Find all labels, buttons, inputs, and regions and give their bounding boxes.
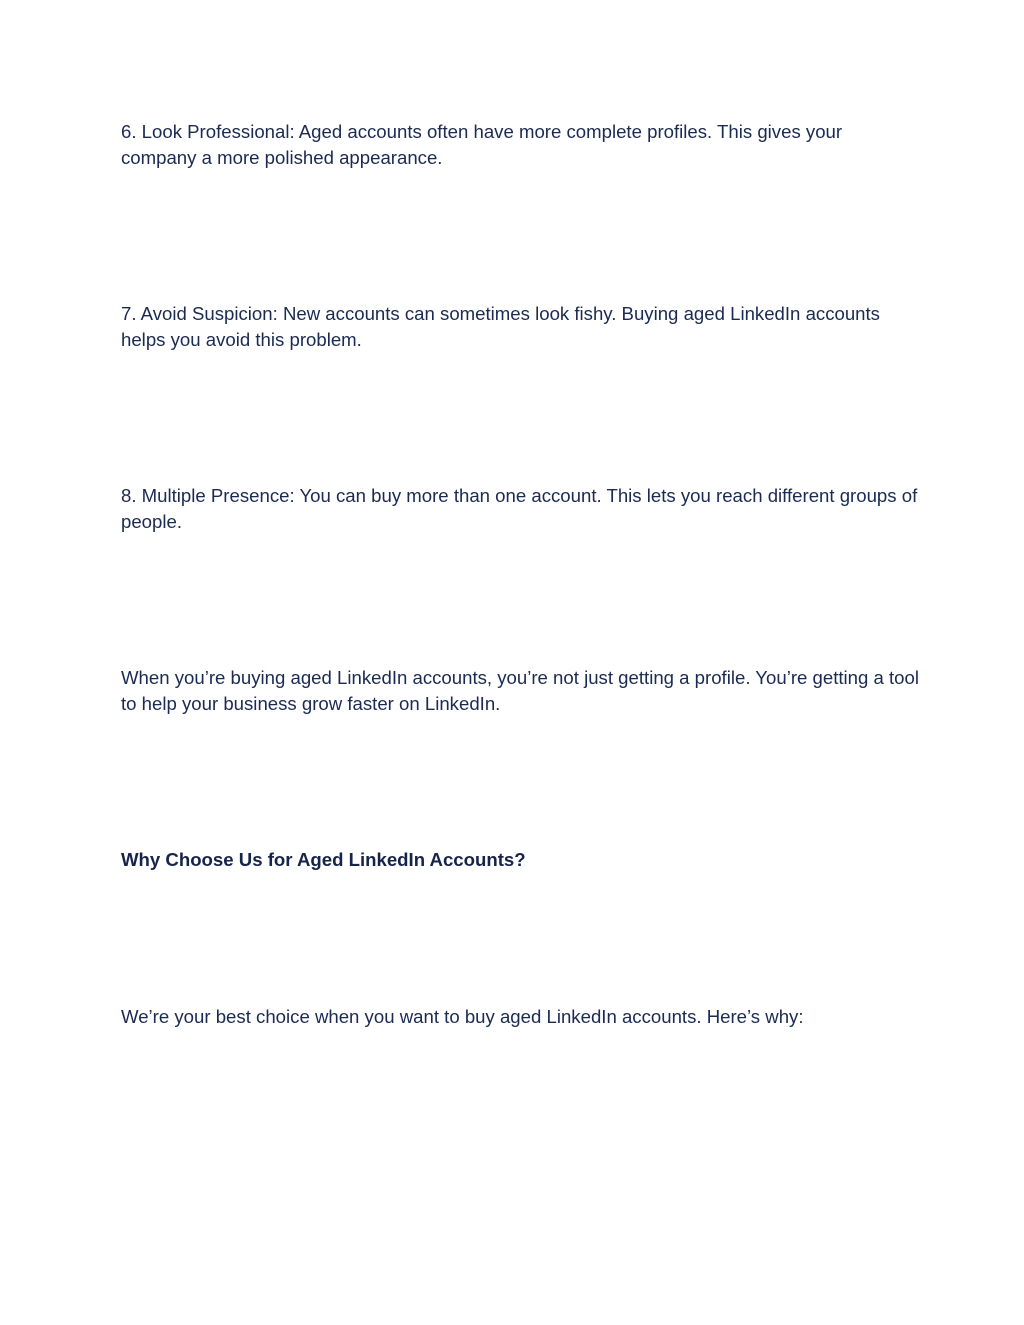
paragraph-summary: When you’re buying aged LinkedIn accounts, you’re not just getting a profile. You’re getting a tool to help your business grow faster on LinkedIn. xyxy=(121,667,919,714)
section-heading: Why Choose Us for Aged LinkedIn Accounts? xyxy=(121,849,526,870)
paragraph-best-choice: We’re your best choice when you want to buy aged LinkedIn accounts. Here’s why: xyxy=(121,1006,804,1027)
paragraph-look-professional: 6. Look Professional: Aged accounts often have more complete profiles. This gives your company a more polished appearance. xyxy=(121,121,843,168)
paragraph-avoid-suspicion: 7. Avoid Suspicion: New accounts can sometimes look fishy. Buying aged LinkedIn accounts helps you avoid this problem. xyxy=(121,303,880,350)
paragraph-multiple-presence: 8. Multiple Presence: You can buy more than one account. This lets you reach different groups of people. xyxy=(121,485,918,532)
